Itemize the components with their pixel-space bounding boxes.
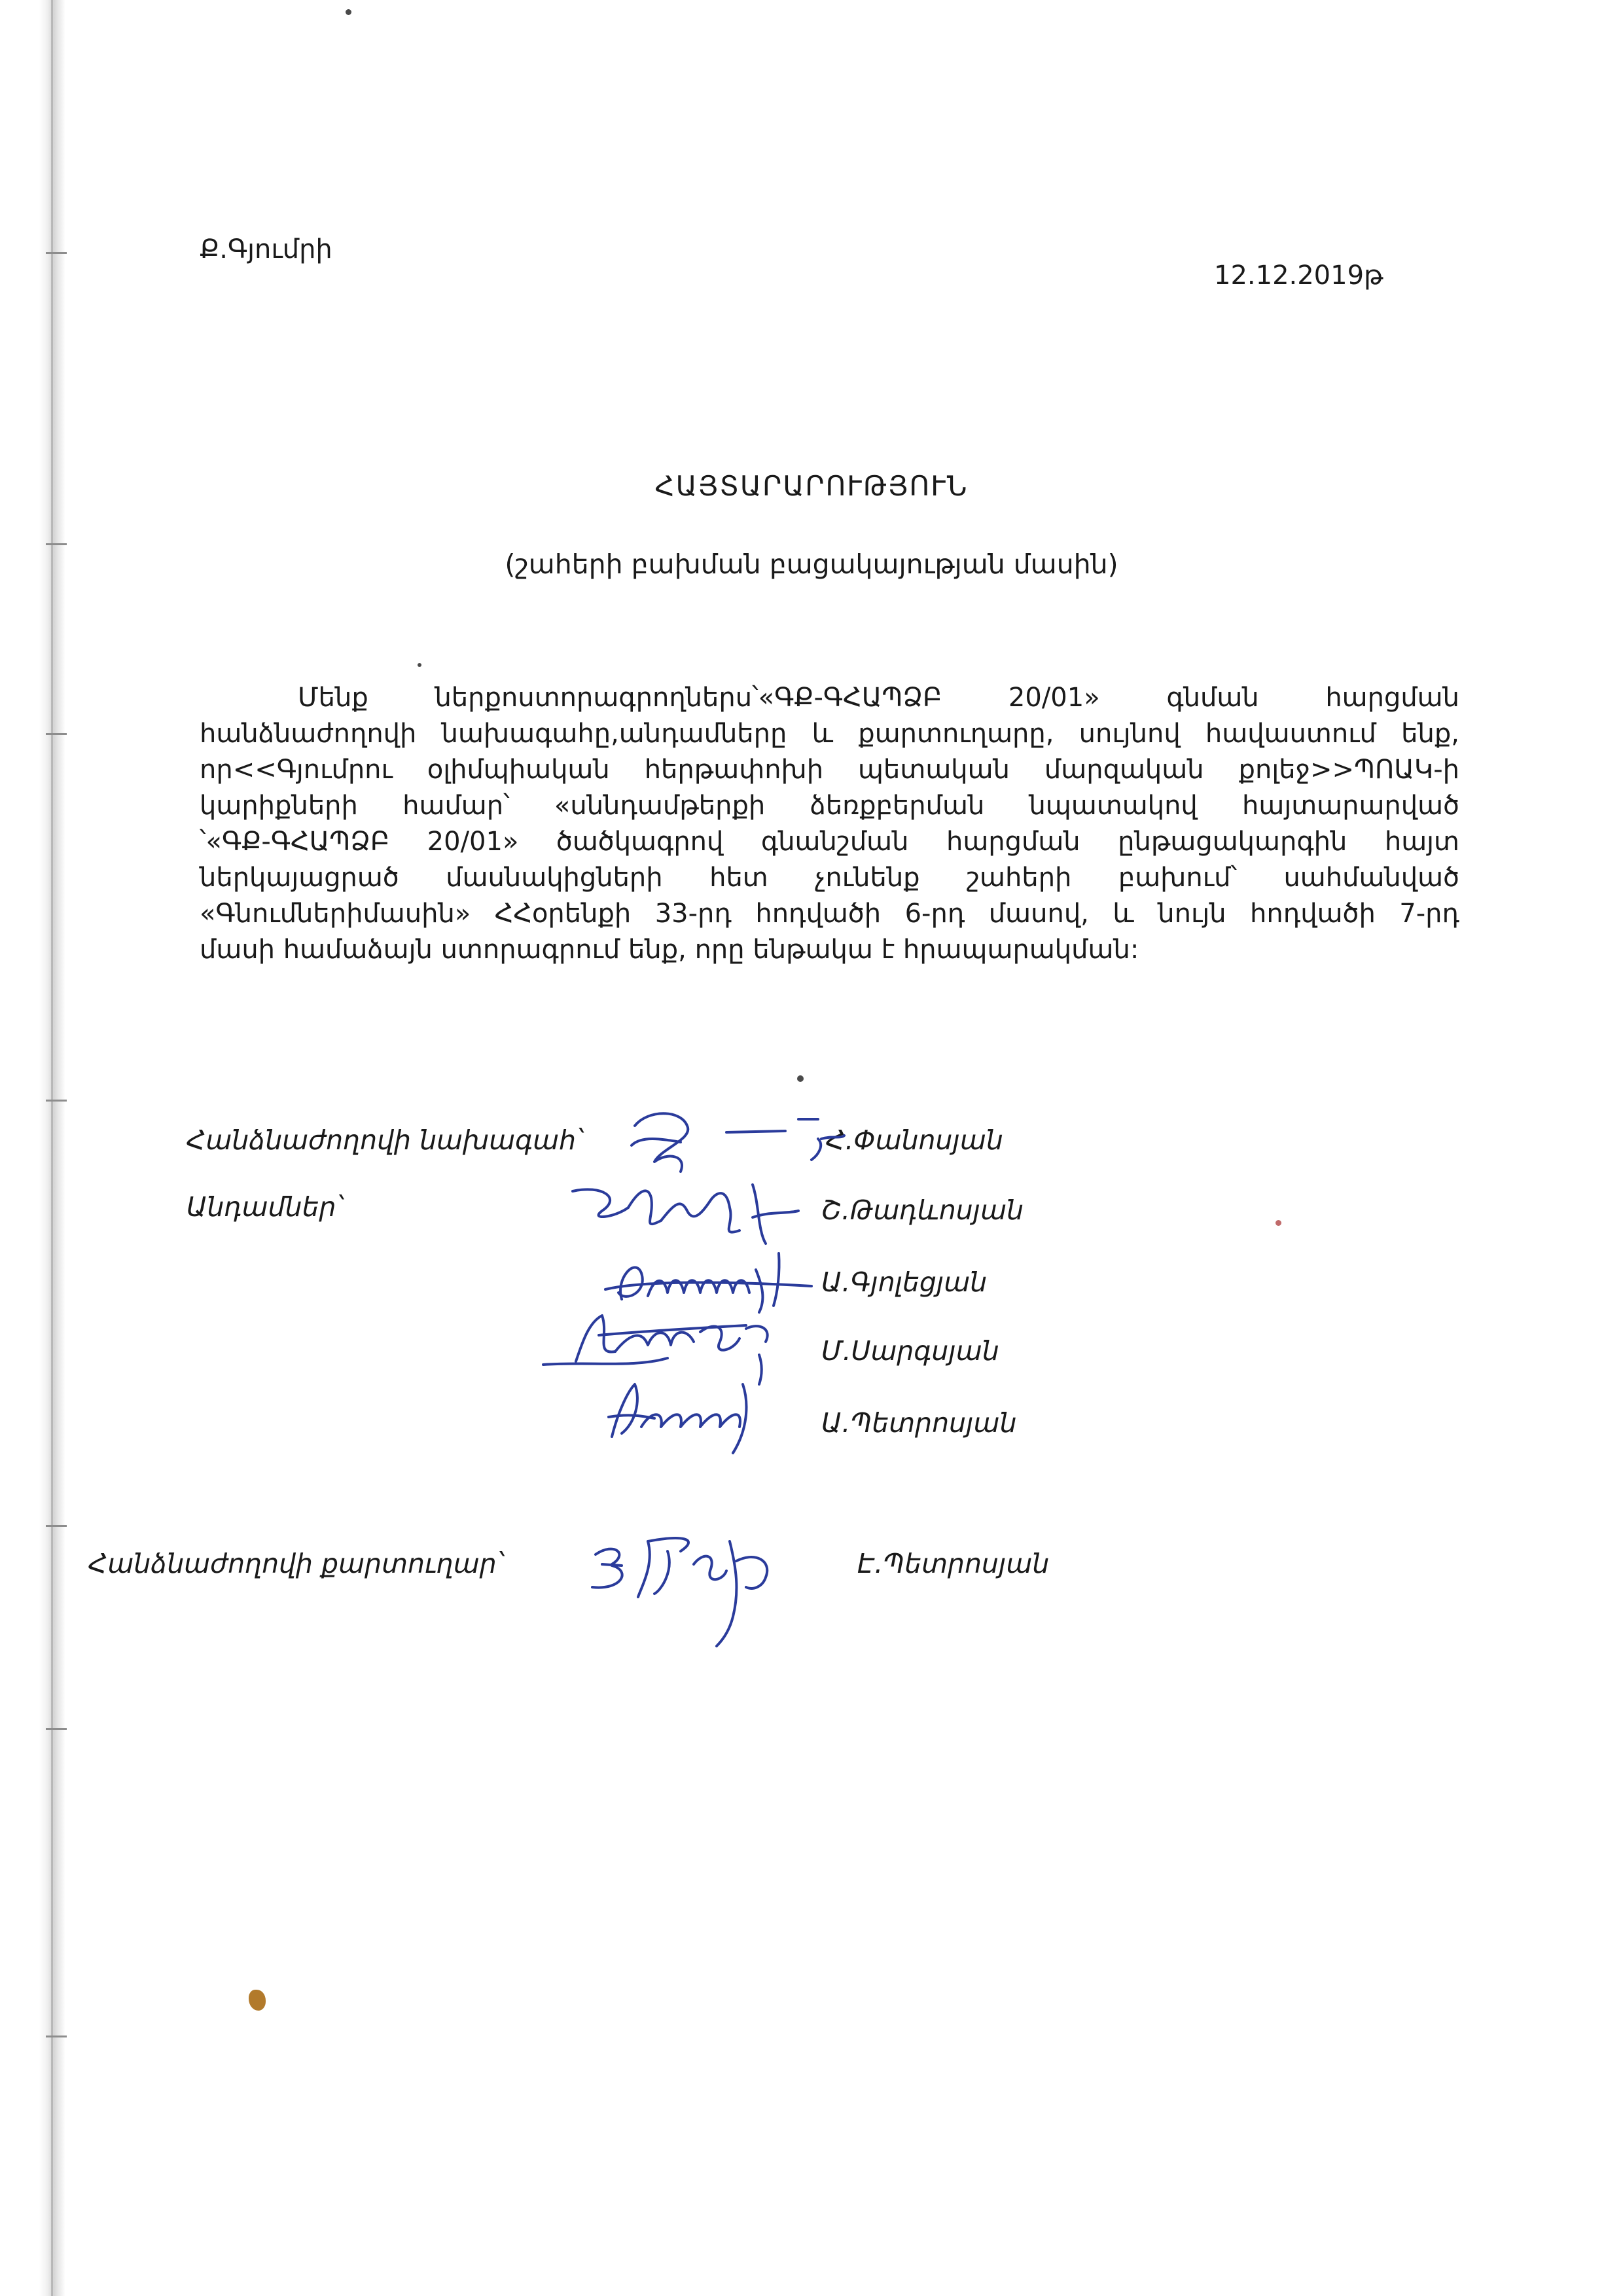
secretary-signature (576, 1525, 812, 1656)
member-signature-4 (602, 1371, 785, 1456)
member-name: Ա.Գյոլեցյան (821, 1266, 988, 1298)
paper-stain (249, 1990, 266, 2011)
scan-left-edge-line (51, 0, 53, 2296)
scan-margin-tick (46, 733, 67, 735)
paragraph-line: Մենք ներքոստորագրողներս՝«ԳՔ-ԳՀԱՊՁԲ 20/01» գնման հարցման (298, 683, 1459, 713)
paragraph-line: մասի համաձայն ստորագրում ենք, որը ենթակա է հրապարակման: (200, 935, 1139, 965)
scan-margin-tick (46, 1728, 67, 1730)
city-label: Ք.Գյումրի (200, 234, 332, 264)
scan-speck (797, 1075, 804, 1082)
document-title: ՀԱՅՏԱՐԱՐՈՒԹՅՈՒՆ (654, 470, 969, 502)
member-name: Շ.Թադևոսյան (821, 1194, 1024, 1226)
scan-margin-tick (46, 2036, 67, 2037)
paragraph-line: որ<<Գյումրու օլիմպիական հերթափոխի պետական մարզական քոլեջ>>ՊՈԱԿ-ի (200, 755, 1459, 785)
paragraph-line: «Գնումներիմասին» ՀՀօրենքի 33-րդ հոդվածի 6-րդ մասով, և նույն հոդվածի 7-րդ (200, 899, 1459, 929)
secretary-name: Է.Պետրոսյան (857, 1548, 1050, 1579)
document-subtitle: (շահերի բախման բացակայության մասին) (505, 548, 1118, 580)
paragraph-line: հանձնաժողովի նախագահը,անդամները և քարտուղարը, սույնով հավաստում ենք, (200, 719, 1459, 749)
member-name: Մ.Սարգսյան (821, 1335, 999, 1367)
scan-margin-tick (46, 1100, 67, 1102)
chair-name: Հ.Փանոսյան (826, 1124, 1003, 1156)
scan-margin-tick (46, 252, 67, 254)
scan-margin-tick (46, 1525, 67, 1527)
secretary-label: Հանձնաժողովի քարտուղար՝ (88, 1548, 503, 1579)
scan-speck (346, 9, 351, 15)
members-label: Անդամներ՝ (187, 1191, 343, 1223)
member-name: Ա.Պետրոսյան (821, 1407, 1017, 1439)
paragraph-line: ներկայացրած մասնակիցների հետ չունենք շահերի բախում՝ սահմանված (200, 863, 1459, 893)
chair-label: Հանձնաժողովի նախագահ՝ (187, 1124, 582, 1156)
document-date: 12.12.2019թ (1214, 260, 1383, 291)
paragraph-line: կարիքների համար՝ «սննդամթերքի ձեռքբերման նպատակով հայտարարված (200, 791, 1459, 821)
scan-speck (418, 663, 421, 667)
scan-margin-tick (46, 543, 67, 545)
paragraph-line: ՝«ԳՔ-ԳՀԱՊՁԲ 20/01» ծածկագրով գնանշման հարցման ընթացակարգին հայտ (200, 827, 1459, 857)
scan-speck (1275, 1220, 1281, 1226)
